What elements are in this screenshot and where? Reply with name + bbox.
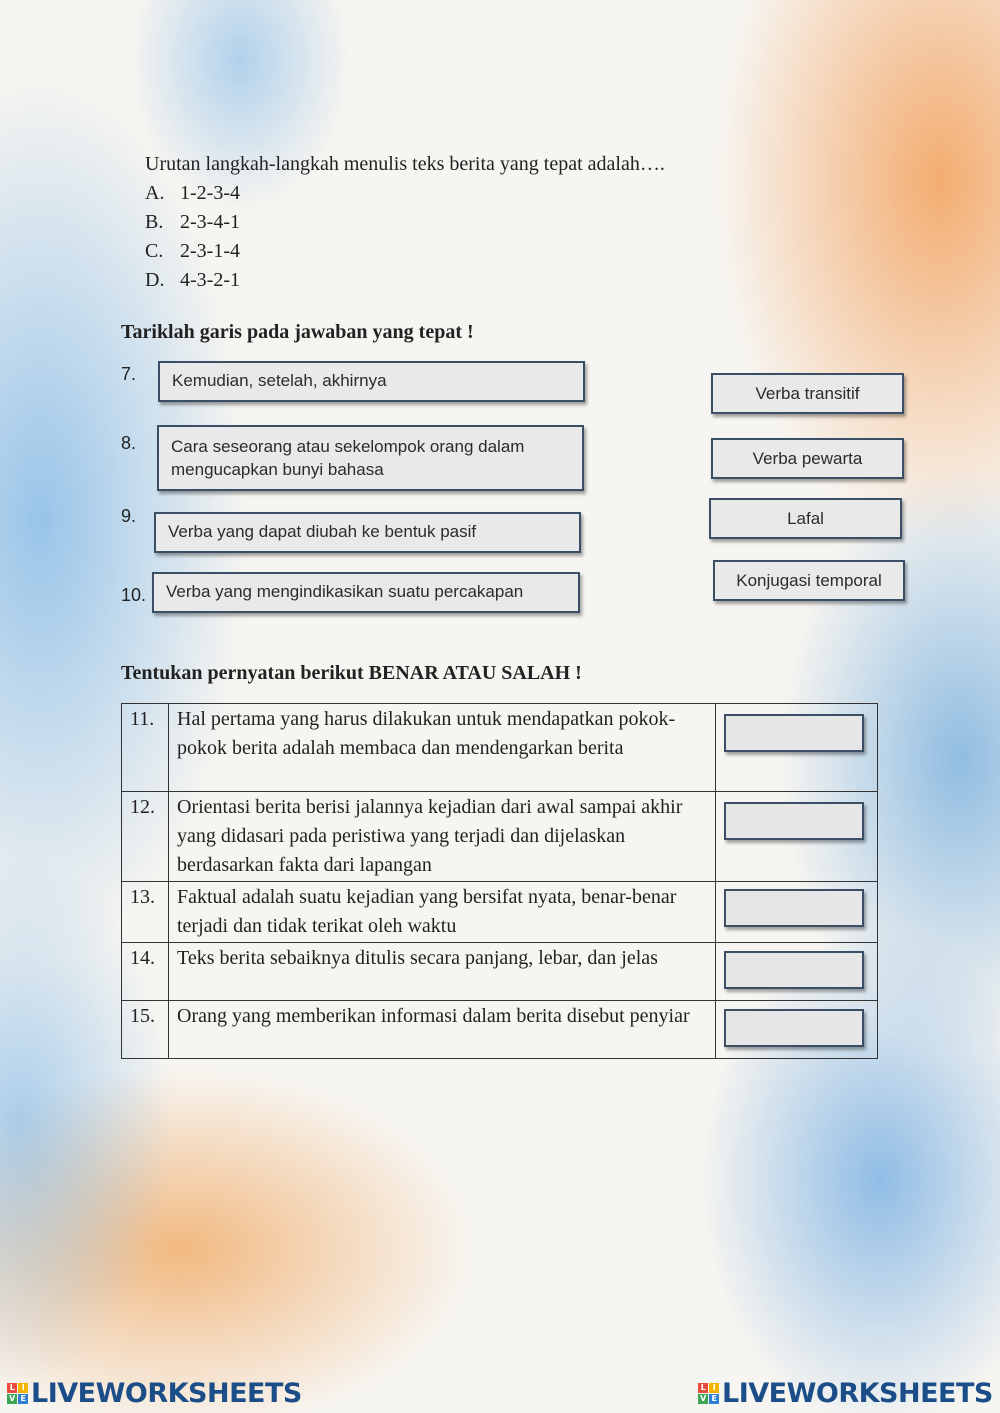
row-number: 11. bbox=[122, 704, 169, 792]
option-b: B. 2-3-4-1 bbox=[145, 211, 240, 233]
row-number: 12. bbox=[122, 792, 169, 882]
item-7-number: 7. bbox=[121, 364, 137, 384]
row-number: 14. bbox=[122, 943, 169, 1001]
liveworksheets-logo-left bbox=[7, 1378, 302, 1409]
true-false-heading: Tentukan pernyatan berikut BENAR ATAU SALAH ! bbox=[121, 662, 582, 684]
logo-text: LIVEWORKSHEETS bbox=[722, 1378, 993, 1409]
match-left-10[interactable]: Verba yang mengindikasikan suatu percakapan bbox=[152, 572, 580, 613]
answer-cell bbox=[716, 943, 878, 1001]
true-false-table bbox=[121, 703, 878, 1059]
match-left-8[interactable]: Cara seseorang atau sekelompok orang dalam mengucapkan bunyi bahasa bbox=[157, 425, 584, 491]
statement-text: Faktual adalah suatu kejadian yang bersifat nyata, benar-benar terjadi dan tidak terikat oleh waktu bbox=[169, 882, 716, 943]
logo-text: LIVEWORKSHEETS bbox=[31, 1378, 302, 1409]
answer-cell bbox=[716, 882, 878, 943]
table-row bbox=[122, 1001, 878, 1059]
match-right-verba-pewarta[interactable]: Verba pewarta bbox=[711, 438, 904, 479]
question-6 bbox=[145, 150, 665, 295]
item-9-number: 9. bbox=[121, 506, 137, 526]
question-6-prompt: Urutan langkah-langkah menulis teks berita yang tepat adalah…. bbox=[145, 153, 665, 175]
answer-input[interactable] bbox=[724, 951, 864, 989]
item-8-number: 8. bbox=[121, 433, 137, 453]
matching-heading: Tariklah garis pada jawaban yang tepat ! bbox=[121, 321, 474, 343]
option-a: A. 1-2-3-4 bbox=[145, 182, 240, 204]
table-row bbox=[122, 882, 878, 943]
match-right-verba-transitif[interactable]: Verba transitif bbox=[711, 373, 904, 414]
option-c: C. 2-3-1-4 bbox=[145, 240, 240, 262]
answer-input[interactable] bbox=[724, 802, 864, 840]
statement-text: Orang yang memberikan informasi dalam berita disebut penyiar bbox=[169, 1001, 716, 1059]
answer-input[interactable] bbox=[724, 1009, 864, 1047]
answer-input[interactable] bbox=[724, 889, 864, 927]
statement-text: Orientasi berita berisi jalannya kejadian dari awal sampai akhir yang didasari pada peristiwa yang terjadi dan dijelaskan berdasarkan fakta dari lapangan bbox=[169, 792, 716, 882]
statement-text: Teks berita sebaiknya ditulis secara panjang, lebar, dan jelas bbox=[169, 943, 716, 1001]
match-right-lafal[interactable]: Lafal bbox=[709, 498, 902, 539]
answer-cell bbox=[716, 792, 878, 882]
statement-text: Hal pertama yang harus dilakukan untuk mendapatkan pokok-pokok berita adalah membaca dan mendengarkan berita bbox=[169, 704, 716, 792]
match-left-9[interactable]: Verba yang dapat diubah ke bentuk pasif bbox=[154, 512, 581, 553]
match-right-konjugasi-temporal[interactable]: Konjugasi temporal bbox=[713, 560, 905, 601]
answer-input[interactable] bbox=[724, 714, 864, 752]
table-row bbox=[122, 704, 878, 792]
answer-cell bbox=[716, 1001, 878, 1059]
logo-tiles-icon: L I V E bbox=[698, 1383, 719, 1404]
item-10-number: 10. bbox=[121, 585, 147, 605]
table-row bbox=[122, 792, 878, 882]
answer-cell bbox=[716, 704, 878, 792]
row-number: 15. bbox=[122, 1001, 169, 1059]
match-left-7[interactable]: Kemudian, setelah, akhirnya bbox=[158, 361, 585, 402]
logo-tiles-icon: L I V E bbox=[7, 1383, 28, 1404]
row-number: 13. bbox=[122, 882, 169, 943]
table-row bbox=[122, 943, 878, 1001]
liveworksheets-logo-right bbox=[698, 1378, 993, 1409]
option-d: D. 4-3-2-1 bbox=[145, 269, 240, 291]
